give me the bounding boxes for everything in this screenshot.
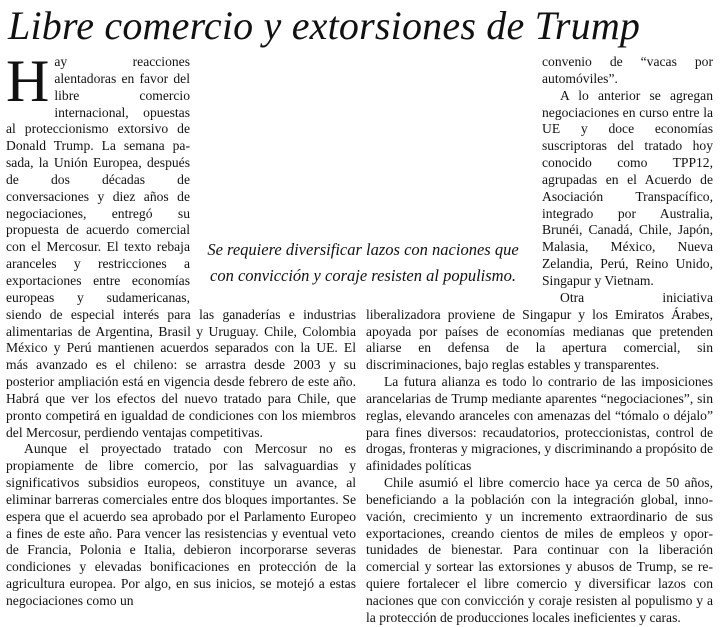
pull-quote-line-1: Se requiere diversificar lazos con naciones que xyxy=(207,240,519,259)
pull-quote xyxy=(198,235,528,289)
right-column xyxy=(366,54,713,627)
paragraph-2: Aunque el proyectado tratado con Mercosur no es propiamente de libre comercio, por las salvaguardias y significativos subsidios europeos, constituye un avance, al eliminar barreras comerciales entre dos bloques importantes. Se espera que el acuerdo sea aprobado por el Parlamento Europeo a fines de este año. Para vencer las resistencias y eventual veto de Francia, Polonia e Italia, debieron incorporarse severas condiciones y elevadas bonificaciones en protección de la agricultura europea. Por algo, en sus inicios, se motejó a estas negociaciones como un xyxy=(6,441,356,608)
pull-quote-line-2: con convicción y coraje resisten al populismo. xyxy=(210,266,516,285)
paragraph-5: Otra iniciativa liberalizadora proviene de Singapur y los Emiratos Árabes, apoyada por países de economías medianas que pretenden aliarse en defensa de la apertura comercial, sin discriminaciones, bajo reglas estables y transparentes. xyxy=(366,289,713,373)
paragraph-7: Chile asumió el libre comercio hace ya cerca de 50 años, beneficiando a la población con la integración global, innovación, crecimiento y un incremento extraordinario de sus exportaciones, creando cientos de miles de empleos y oportunidades de bienestar. Para continuar con la liberación comercial y sortear las extorsiones y abusos de Trump, se requiere fortalecer el libre comercio y diversificar lazos con naciones que con convicción y coraje resisten al populismo y a la protección de producciones locales ineficientes y caras. xyxy=(366,475,713,625)
paragraph-3: convenio de “vacas por automóviles”. xyxy=(542,54,713,86)
headline: Libre comercio y extorsiones de Trump xyxy=(8,3,641,48)
drop-cap: H xyxy=(6,48,50,114)
paragraph-6: La futura alianza es todo lo contrario de las imposiciones arancelarias de Trump mediante aparentes “negociaciones”, sin reglas, elevando aranceles con amenazas del “tómalo o déjalo” para fines diversos: recaudatorios, proteccionistas, control de drogas, fronteras y migraciones, y discriminando a propósito de afinidades políticas xyxy=(366,374,713,474)
left-column xyxy=(6,48,356,610)
paragraph-1-text: ay reacciones alentadoras en favor del libre comercio internacional, opuestas al proteccionismo extorsivo de Donald Trump. La semana pasada, la Unión Europea, después de dos décadas de conversaciones y diez años de negociaciones, entregó su propuesta de acuerdo comercial con el Mercosur. El texto rebaja aranceles y restricciones a exportaciones entre economías europeas y sudamericanas, siendo de especial interés para las ganaderías e industrias alimentarias de Argentina, Brasil y Uruguay. Chile, Colombia México y Perú mantienen acuerdos separados con la UE. El más avanzado es el chileno: se arrastra desde 2003 y su posterior ampliación está en vigencia desde febrero de este año. Habrá que ver los efectos del nuevo tratado para Chile, que pronto competirá en igualdad de condiciones con los miembros del Mercosur, perdiendo ventajas competitivas. xyxy=(6,54,356,440)
paragraph-4: A lo anterior se agregan negociaciones en curso entre la UE y doce economías suscriptoras del tratado hoy conocido como TPP12, agrupadas en el Acuerdo de Asociación Transpacífico, integrado por Australia, Brunéi, Canadá, Chile, Japón, Malasia, México, Nueva Zelandia, Perú, Reino Unido, Singapur y Vietnam. xyxy=(542,87,713,288)
